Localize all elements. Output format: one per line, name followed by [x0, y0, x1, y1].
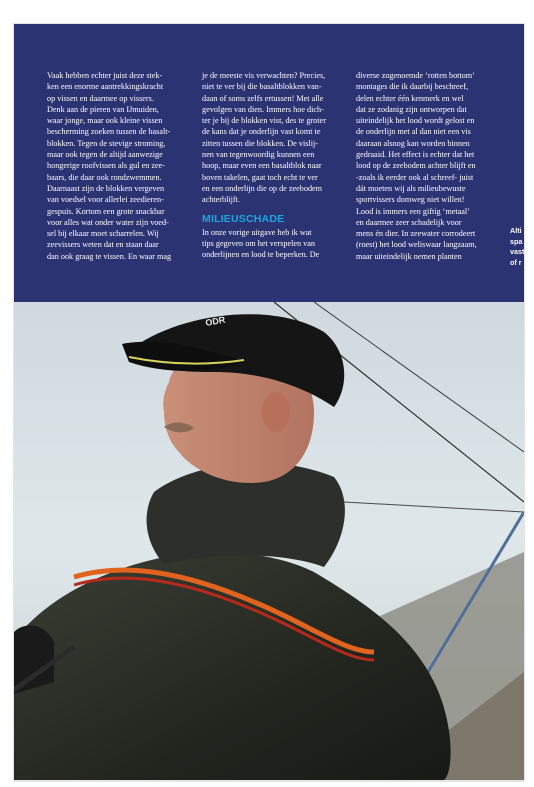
article-column-2-paragraph-2: In onze vorige uitgave heb ik wat tips gegeven om het verspelen van onderlijnen en lood te beperken. De: [202, 227, 320, 260]
article-columns: [47, 70, 527, 290]
section-heading-milieuschade: MILIEUSCHADE: [202, 212, 285, 225]
page-bottom-edge: [14, 780, 524, 782]
sidebar-text: Alti spa vast of r: [510, 226, 525, 267]
article-column-1: [47, 70, 192, 262]
article-column-3: [356, 70, 501, 262]
article-photo-angler: [14, 302, 524, 780]
article-column-1-text: Vaak hebben echter juist deze stek- ken een enorme aantrekkingskracht op vissen en daarmee op vissers. Denk aan de pieren van IJmuiden, waar jonge, maar ook kleine vissen bescherming zoeken tussen de basalt- blokken. Tegen de stevige stroming, maar ook tegen de altijd aanwezige hongerige roofvissen als gul en zee- baars, die daar ook rondzwemmen. Daarnaast zijn de blokken vergeven van voedsel voor allerlei zeedieren- gespuis. Kortom een grote snackbar voor alles wat onder water zijn voed- sel bij elkaar moet scharrelen. Wij zeevissers weten dat en staan daar dan ook graag te vissen. En waar mag: [47, 71, 172, 261]
article-column-2-paragraph-1: je de meeste vis verwachten? Precies, niet te ver bij die basaltblokken van- daan of soms zelfs ertussen! Met alle gevolgen van dien. Immers hoe dich- ter je bij de blokken vist, des te groter de kans dat je onderlijn vast komt te zitten tussen die blokken. De vislij- nen van tegenwoordig kunnen een hoop, maar even een basaltblok naar boven takelen, gaat toch echt te ver en een onderlijn die op de zeebodem achterblijft.: [202, 71, 326, 205]
sidebar-text-fragment: [510, 226, 526, 268]
angler-ear: [262, 392, 290, 432]
article-column-2: [202, 70, 347, 261]
angler-photo-illustration: [14, 302, 524, 780]
article-column-3-text: diverse zogenoemde ‘rotten bottom’ montages die ik daarbij beschreef, delen echter één kenmerk en wel dat ze zodanig zijn ontworpen dat uiteindelijk het lood wordt gelost en de onderlijn met al dan niet een vis daaraan alsnog kan worden binnen gedraaid. Het effect is echter dat het lood op de zeebodem achter blijft en -zoals ik eerder ook al schreef- juist dát moeten wij als milieubewuste sportvissers domweg niet willen! Lood is immers een giftig ‘metaal’ en daarmee zeer schadelijk voor mens én dier. In zeewater corrodeert (roest) het lood weliswaar langzaam, maar uiteindelijk nemen planten: [356, 71, 477, 261]
cap-logo-text: ODR: [204, 314, 227, 328]
